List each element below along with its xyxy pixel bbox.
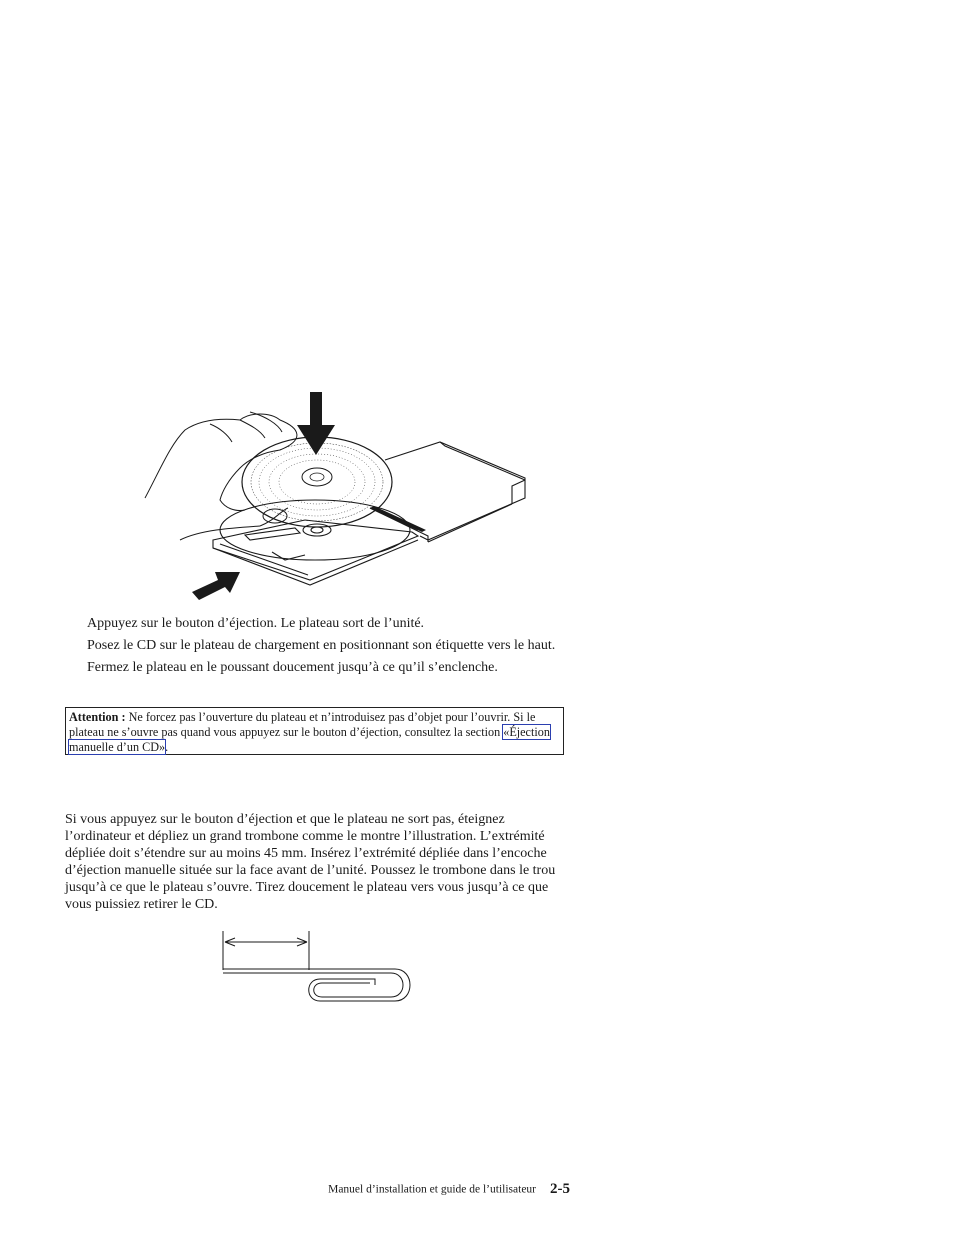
- attention-text-end: .: [165, 740, 169, 754]
- procedure-steps: [87, 615, 567, 681]
- hand-illustration: [145, 412, 297, 540]
- step-eject: Appuyez sur le bouton d’éjection. Le plateau sort de l’unité.: [87, 616, 425, 631]
- page-footer: [328, 1180, 570, 1198]
- step-close-tray: Fermez le plateau en le poussant doucement jusqu’à ce qu’il s’enclenche.: [87, 660, 498, 675]
- page-number: 2-5: [550, 1180, 570, 1197]
- manual-eject-link[interactable]: «Éjection manuelle d’un CD»: [69, 725, 550, 754]
- cd-insertion-illustration: [100, 380, 540, 610]
- cd-drive: [370, 442, 525, 542]
- step-place-cd: Posez le CD sur le plateau de chargement en positionnant son étiquette vers le haut.: [87, 638, 556, 653]
- push-arrow: [192, 572, 240, 600]
- paperclip-illustration: [215, 925, 415, 1010]
- attention-label: Attention :: [69, 710, 126, 724]
- attention-notice: [65, 707, 564, 755]
- footer-title: Manuel d’installation et guide de l’utilisateur: [328, 1183, 536, 1196]
- down-arrow: [297, 392, 335, 455]
- manual-eject-paragraph: Si vous appuyez sur le bouton d’éjection et que le plateau ne sort pas, éteignez l’ordinateur et dépliez un grand trombone comme le montre l’illustration. L’extrémité dépliée doit s’étendre sur au moins 45 mm. Insérez l’extrémité dépliée dans l’encoche d’éjection manuelle située sur la face avant de l’unité. Poussez le trombone dans le trou jusqu’à ce que le plateau s’ouvre. Tirez doucement le plateau vers vous jusqu’à ce que vous puissiez retirer le CD.: [65, 812, 556, 912]
- attention-text: Ne forcez pas l’ouverture du plateau et n’introduisez pas d’objet pour l’ouvrir. Si le plateau ne s’ouvre pas quand vous appuyez sur le bouton d’éjection, consultez la section: [69, 710, 536, 739]
